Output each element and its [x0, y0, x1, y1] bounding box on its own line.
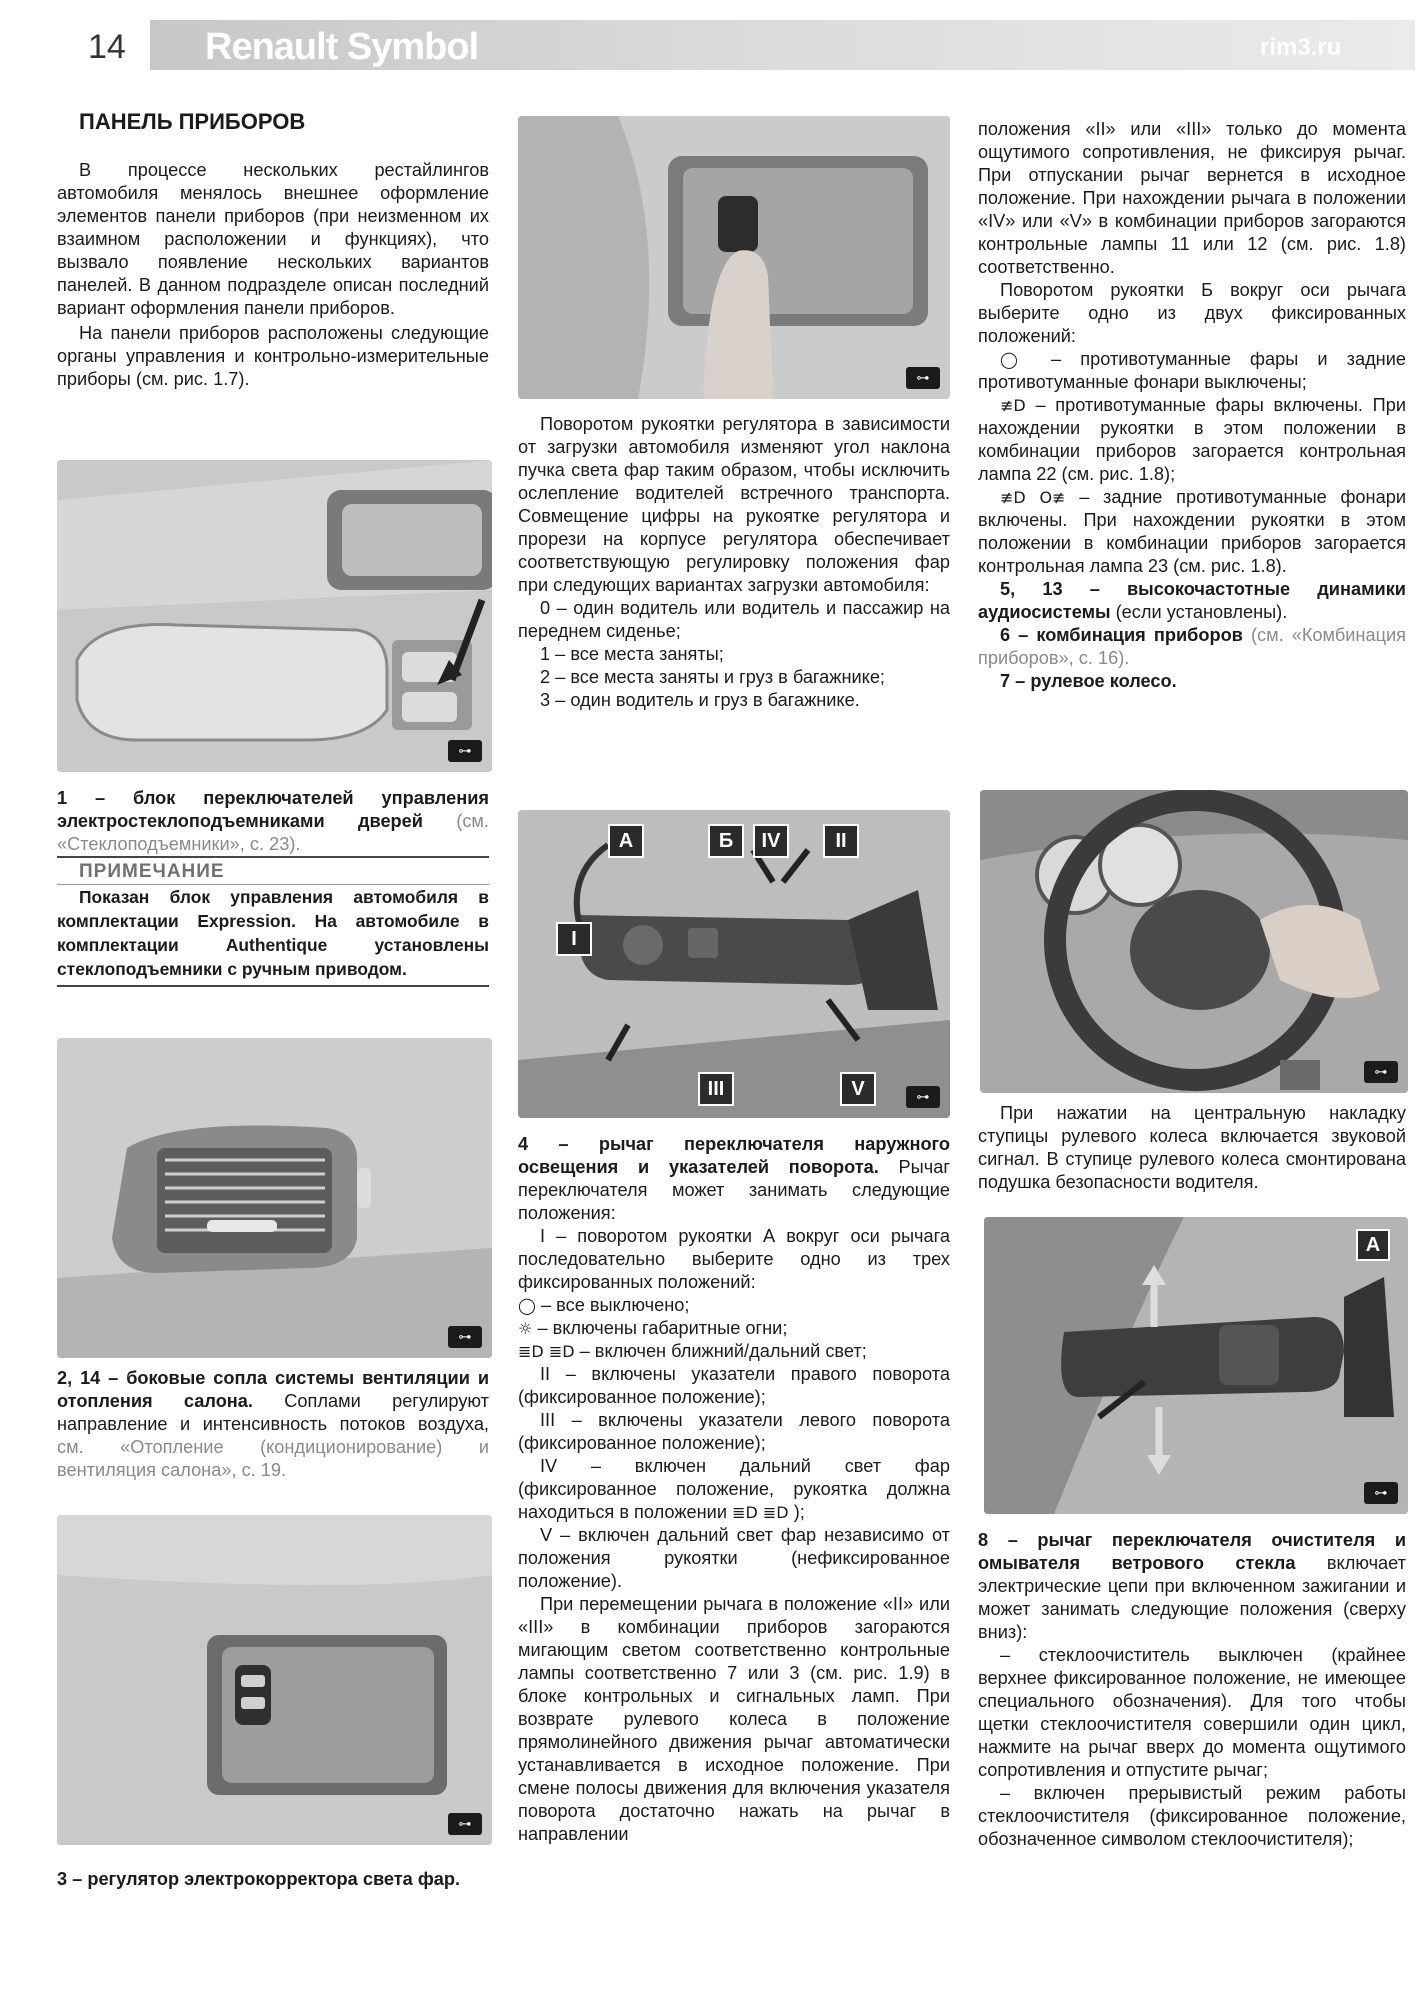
label-i: I	[556, 922, 592, 956]
column-1-caption-2	[57, 1367, 489, 1482]
intro-paragraph-2: На панели приборов расположены следующие органы управления и контрольно-измерительные приборы (см. рис. 1.7).	[57, 323, 489, 389]
load-0: 0 – один водитель или водитель и пассажир на переднем сиденье;	[518, 598, 950, 641]
caption-1-bold: 1 – блок переключателей управления электростеклоподъемниками дверей	[57, 788, 489, 831]
column-3	[978, 118, 1406, 693]
caption-8-bold: 8 – рычаг переключателя очистителя и омывателя ветрового стекла	[978, 1530, 1406, 1573]
label-iii: III	[698, 1072, 734, 1106]
page-header	[0, 0, 1423, 100]
caption-8	[978, 1529, 1406, 1644]
caption-4-text: Рычаг переключателя может занимать следующие положения:	[518, 1157, 950, 1223]
caption-8-text: включает электрические цепи при включенном зажигании и может занимать следующие положения (сверху вниз):	[978, 1553, 1406, 1642]
photo-steering-wheel	[980, 790, 1408, 1093]
position-4-end: );	[793, 1502, 805, 1522]
fog-off	[978, 348, 1406, 394]
position-1a-text: – все выключено;	[541, 1295, 690, 1315]
camera-icon: ⊶	[448, 1326, 482, 1348]
column-3-horn	[978, 1102, 1406, 1194]
position-1c	[518, 1340, 950, 1363]
item-6-bold: 6 – комбинация приборов	[1000, 625, 1243, 645]
horn-paragraph: При нажатии на центральную накладку ступицы рулевого колеса включается звуковой сигнал. В ступице рулевого колеса смонтирована подушка безопасности водителя.	[978, 1103, 1406, 1192]
header-title: Renault Symbol	[205, 26, 479, 68]
column-3-caption-8	[978, 1529, 1406, 1851]
position-1b-text: – включены габаритные огни;	[537, 1318, 788, 1338]
camera-icon: ⊶	[448, 740, 482, 762]
fog-rear	[978, 486, 1406, 578]
turn-signal-paragraph: При перемещении рычага в положение «II» или «III» в комбинации приборов загораются мигающим светом соответственно контрольные лампы соответственно 7 или 3 (см. рис. 1.9) в блоке контрольных и сигнальных ламп. При возврате рулевого колеса в положение прямолинейного движения рычаг автоматически устанавливается в исходное положение. При смене полосы движения для включения указателя поворота достаточно нажать на рычаг в направлении	[518, 1594, 950, 1844]
position-1c-text: – включен ближний/дальний свет;	[579, 1341, 867, 1361]
camera-icon: ⊶	[448, 1813, 482, 1835]
photo-regulator-finger	[518, 116, 950, 399]
fog-front	[978, 394, 1406, 486]
label-a: А	[608, 824, 644, 858]
note-heading: ПРИМЕЧАНИЕ	[57, 856, 489, 885]
caption-1	[57, 787, 489, 856]
photo-headlight-regulator	[57, 1515, 492, 1845]
position-1: I – поворотом рукоятки А вокруг оси рычага последовательно выберите одно из трех фиксированных положений:	[518, 1226, 950, 1292]
caption-4	[518, 1133, 950, 1225]
photo-steering-wheel-drawing	[980, 790, 1408, 1093]
beam-icon: ≣D ≣D	[732, 1503, 794, 1522]
item-6-ref: (см. «Комбинация приборов», с. 16).	[978, 625, 1406, 668]
item-5	[978, 578, 1406, 624]
camera-icon: ⊶	[1364, 1061, 1398, 1083]
caption-2-text: Соплами регулируют направление и интенсивность потоков воздуха,	[57, 1391, 489, 1434]
continuation-paragraph: положения «II» или «III» только до момента ощутимого сопротивления, не фиксируя рычаг. При отпускании рычаг вернется в исходное положение. При нахождении рычага в положении «IV» или «V» в комбинации приборов загораются контрольные лампы 11 или 12 (см. рис. 1.8) соответственно.	[978, 119, 1406, 277]
caption-2-ref: см. «Отопление (кондиционирование) и вентиляция салона», с. 19.	[57, 1437, 489, 1480]
column-1	[57, 110, 489, 391]
note-body: Показан блок управления автомобиля в комплектации Expression. На автомобиле в комплектации Authentique установлены стеклоподъемники с ручным приводом.	[57, 885, 489, 987]
fog-front-text: – противотуманные фары включены. При нахождении рукоятки в этом положении в комбинации приборов загорается контрольная лампа 22 (см. рис. 1.8);	[978, 395, 1407, 484]
fog-rear-text: – задние противотуманные фонари включены. При нахождении рукоятки в этом положении в комбинации приборов загорается контрольная лампа 23 (см. рис. 1.8).	[978, 487, 1406, 576]
column-1-captions	[57, 787, 489, 987]
fog-off-icon: ◯	[1000, 350, 1052, 369]
label-b: Б	[708, 824, 744, 858]
camera-icon: ⊶	[906, 1086, 940, 1108]
column-2	[518, 413, 950, 712]
parking-lights-icon: ☼	[518, 1319, 538, 1338]
photo-headlight-regulator-drawing	[57, 1515, 492, 1845]
item-7: 7 – рулевое колесо.	[1000, 671, 1177, 691]
load-3: 3 – один водитель и груз в багажнике.	[540, 690, 860, 710]
position-1a	[518, 1294, 950, 1317]
low-high-beam-icon: ≣D ≣D	[518, 1342, 580, 1361]
position-4-text: IV – включен дальний свет фар (фиксированное положение, рукоятка должна находиться в положении	[518, 1456, 950, 1522]
caption-3: 3 – регулятор электрокорректора света фар.	[57, 1869, 461, 1889]
photo-air-vent	[57, 1038, 492, 1358]
regulator-paragraph: Поворотом рукоятки регулятора в зависимости от загрузки автомобиля изменяют угол наклона пучка света фар таким образом, чтобы исключить ослепление водителей встречного транспорта. Совмещение цифры на рукоятке регулятора и прорези на корпусе регулятора обеспечивает соответствующую регулировку положения фар при следующих вариантах загрузки автомобиля:	[518, 414, 950, 595]
photo-window-switches	[57, 460, 492, 772]
position-1b	[518, 1317, 950, 1340]
caption-1-ref: (см. «Стеклоподъемники», с. 23).	[57, 811, 489, 854]
wiper-intermittent: – включен прерывистый режим работы стеклоочистителя (фиксированное положение, обозначенное символом стеклоочистителя);	[978, 1783, 1406, 1849]
header-site: rim3.ru	[1260, 34, 1342, 61]
caption-2-bold: 2, 14 – боковые сопла системы вентиляции и отопления салона.	[57, 1368, 489, 1411]
intro-paragraph-1: В процессе нескольких рестайлингов автомобиля менялось внешнее оформление элементов панели приборов (при неизменном их взаимном расположении и функциях), что вызвало появление нескольких вариантов панелей. В данном подразделе описан последний вариант оформления панели приборов.	[57, 160, 489, 318]
label-v: V	[840, 1072, 876, 1106]
photo-light-stalk	[518, 810, 950, 1118]
lights-off-icon: ◯	[518, 1296, 541, 1315]
camera-icon: ⊶	[1364, 1482, 1398, 1504]
column-1-caption-3	[57, 1868, 489, 1891]
load-2: 2 – все места заняты и груз в багажнике;	[540, 667, 885, 687]
photo-window-switches-drawing	[57, 460, 492, 772]
label-iv: IV	[753, 824, 789, 858]
camera-icon: ⊶	[906, 367, 940, 389]
label-a-wiper: A	[1356, 1229, 1390, 1261]
photo-air-vent-drawing	[57, 1038, 492, 1358]
position-4	[518, 1455, 950, 1524]
load-1: 1 – все места заняты;	[540, 644, 724, 664]
caption-2	[57, 1367, 489, 1482]
wiper-off: – стеклоочиститель выключен (крайнее верхнее фиксированное положение, не имеющее специального обозначения). Для того чтобы щетки стеклоочистителя совершили один цикл, нажмите на рычаг вверх до момента ощутимого сопротивления и отпустите рычаг;	[978, 1645, 1406, 1780]
fog-off-text: – противотуманные фары и задние противотуманные фонари выключены;	[978, 349, 1406, 392]
handle-b-paragraph: Поворотом рукоятки Б вокруг оси рычага выберите одно из двух фиксированных положений:	[978, 280, 1406, 346]
position-3: III – включены указатели левого поворота (фиксированное положение);	[518, 1410, 950, 1453]
caption-4-bold: 4 – рычаг переключателя наружного освещения и указателей поворота.	[518, 1134, 950, 1177]
item-5-bold: 5, 13 – высокочастотные динамики аудиосистемы	[978, 579, 1406, 622]
photo-wiper-stalk	[984, 1217, 1408, 1514]
item-5-text: (если установлены).	[1115, 602, 1288, 622]
section-title: ПАНЕЛЬ ПРИБОРОВ	[79, 109, 306, 134]
item-6	[978, 624, 1406, 670]
front-fog-icon: ≢D	[1000, 396, 1036, 415]
label-ii: II	[823, 824, 859, 858]
photo-wiper-stalk-drawing	[984, 1217, 1408, 1514]
position-2: II – включены указатели правого поворота (фиксированное положение);	[518, 1364, 950, 1407]
photo-regulator-finger-drawing	[518, 116, 950, 399]
position-5: V – включен дальний свет фар независимо от положения рукоятки (нефиксированное положение).	[518, 1525, 950, 1591]
rear-fog-icon: ≢D O≢	[1000, 488, 1080, 507]
column-2-caption-4	[518, 1133, 950, 1846]
page-number: 14	[88, 28, 126, 66]
